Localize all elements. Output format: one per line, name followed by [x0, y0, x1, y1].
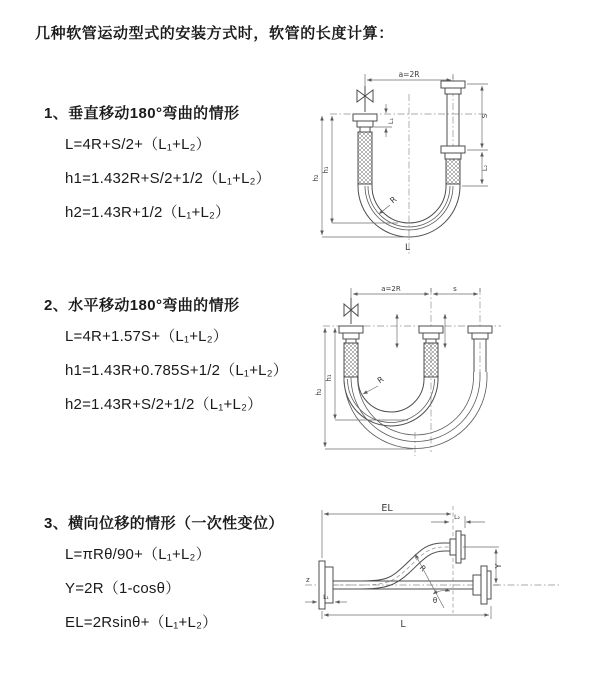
dim-label-h1: h₁ — [322, 166, 330, 174]
section-3-formula-el: EL=2Rsinθ+（L₁+L₂） — [65, 614, 218, 631]
hose-end-right-displaced — [450, 531, 465, 563]
dim-h2 — [315, 328, 413, 449]
dim-label-l: L — [400, 619, 406, 630]
page-title: 几种软管运动型式的安装方式时，软管的长度计算： — [35, 25, 394, 42]
hose-end-left — [353, 114, 377, 184]
section-3-formula-y: Y=2R（1-cosθ） — [65, 580, 181, 597]
hose-end-right-initial — [473, 566, 491, 604]
section-1-formula-l: L=4R+S/2+（L₁+L₂） — [65, 136, 211, 153]
dim-r — [363, 374, 386, 394]
dim-label-s: s — [453, 285, 457, 293]
axis-label-z: z — [306, 576, 310, 584]
diagram-horizontal-bend — [313, 280, 597, 466]
diagram-lateral-displacement — [303, 498, 595, 666]
section-3-formula-l: L=πRθ/90+（L₁+L₂） — [65, 546, 211, 563]
section-1-formula-h1: h1=1.432R+S/2+1/2（L₁+L₂） — [65, 170, 271, 187]
hose-end-left — [339, 326, 363, 377]
hose-end-left — [319, 561, 333, 609]
dim-s — [433, 285, 478, 294]
diagram-vertical-bend — [308, 66, 592, 262]
dim-label-l1: L₁ — [323, 594, 329, 601]
section-2-formula-l: L=4R+1.57S+（L₁+L₂） — [65, 328, 228, 345]
dim-label-h2: h₂ — [315, 388, 323, 396]
dim-label-r: R — [417, 563, 428, 574]
dim-l2 — [431, 514, 485, 528]
dim-label-a2r: a=2R — [381, 285, 401, 293]
dim-l — [322, 606, 491, 630]
dim-l1 — [305, 594, 347, 602]
dim-label-r: R — [388, 194, 399, 206]
dim-el — [322, 503, 451, 558]
hose-end-middle — [419, 326, 443, 377]
dim-label-y: Y — [494, 563, 503, 569]
section-2-formula-h1: h1=1.43R+0.785S+1/2（L₁+L₂） — [65, 362, 288, 379]
dim-label-theta: θ — [432, 596, 438, 605]
dim-h1 — [325, 328, 408, 420]
braid-section — [344, 343, 358, 377]
dim-label-l2: L₂ — [454, 514, 460, 521]
dim-l2 — [462, 152, 489, 186]
section-1-formula-h2: h2=1.43R+1/2（L₁+L₂） — [65, 204, 231, 221]
dim-label-h1: h₁ — [325, 374, 333, 382]
valve-icon — [357, 86, 373, 112]
dim-label-l2: L₂ — [481, 164, 489, 172]
hose-body-displaced — [333, 543, 453, 589]
braid-section — [446, 159, 460, 184]
section-1 — [44, 102, 271, 235]
section-2-heading: 2、水平移动180°弯曲的情形 — [44, 297, 240, 314]
dim-label-r: R — [375, 374, 386, 386]
section-1-heading: 1、垂直移动180°弯曲的情形 — [44, 105, 240, 122]
dim-label-a2r: a=2R — [398, 70, 420, 79]
braid-section — [424, 343, 438, 377]
section-3-heading: 3、横向位移的情形（一次性变位） — [44, 515, 284, 532]
dim-label-l1: L₁ — [387, 117, 395, 125]
section-3 — [44, 512, 284, 645]
dim-label-el: EL — [381, 503, 393, 514]
dim-label-h2: h₂ — [312, 174, 320, 182]
dim-a2r — [351, 285, 480, 300]
dim-label-s: S — [481, 113, 489, 119]
braid-section — [358, 132, 372, 184]
dim-a2r — [365, 70, 453, 88]
section-2-formula-h2: h2=1.43R+S/2+1/2（L₁+L₂） — [65, 396, 263, 413]
section-2 — [44, 294, 288, 427]
dim-label-l-total: L — [405, 243, 411, 253]
valve-icon — [344, 298, 358, 324]
dim-s — [467, 84, 489, 150]
hose-body-displaced — [344, 372, 487, 448]
